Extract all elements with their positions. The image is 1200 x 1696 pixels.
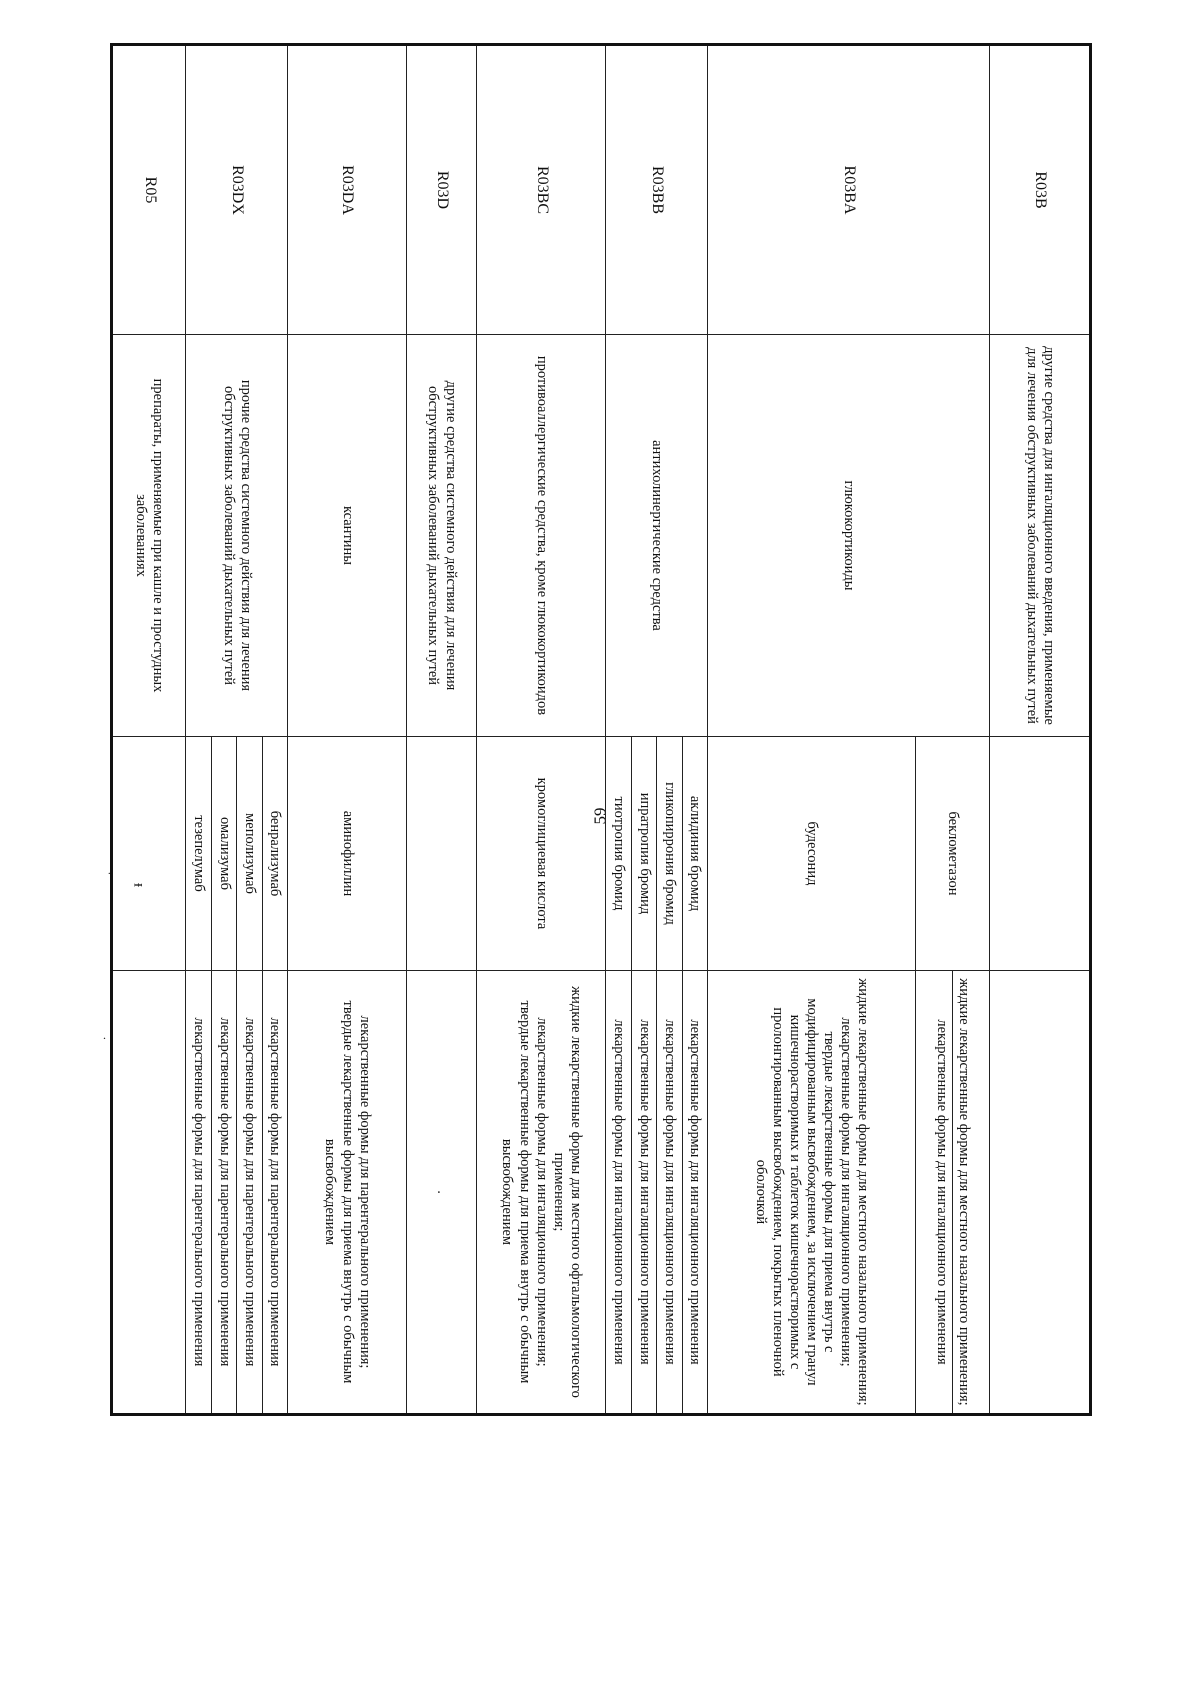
group-name: глюкокортикоиды — [708, 335, 990, 737]
atc-code: R03BC — [476, 45, 605, 335]
table-row — [112, 45, 186, 1415]
table-row — [682, 45, 707, 1415]
table-row — [990, 45, 1091, 1415]
drug-table-grid — [110, 43, 1092, 1416]
dosage-form: лекарственные формы для ингаляционного применения — [682, 971, 707, 1415]
group-name: препараты, применяемые при кашле и простудных заболеваниях — [112, 335, 186, 737]
drug-table — [110, 43, 1092, 1413]
dosage-form — [708, 971, 916, 1415]
dosage-form: лекарственные формы для ингаляционного применения — [606, 971, 631, 1415]
drug-name — [406, 737, 476, 971]
dosage-form — [990, 971, 1091, 1415]
dosage-form: лекарственные формы для парентерального применения — [237, 971, 262, 1415]
atc-code: R03D — [406, 45, 476, 335]
table-row — [288, 45, 407, 1415]
stray-mark: . — [103, 1028, 106, 1042]
atc-code: R03DA — [288, 45, 407, 335]
dosage-form — [916, 971, 990, 1415]
atc-code: R03B — [990, 45, 1091, 335]
page-number: 59 — [590, 807, 610, 825]
drug-name: тиотропия бромид — [606, 737, 631, 971]
dosage-form-line: лекарственные формы для парентерального применения; — [356, 1015, 373, 1369]
dosage-form — [288, 971, 407, 1415]
drug-name — [112, 737, 186, 971]
dosage-form-line: твердые лекарственные формы для приема внутрь с модифицированным высвобождением, за исключением гранул кишечнорастворимых и таблеток кишечнорастворимых с пролонгированным высвобождением, покрытых пленочной оболочкой — [752, 998, 838, 1386]
table-row — [916, 45, 990, 1415]
drug-name: тезепелумаб — [186, 737, 211, 971]
dosage-form: лекарственные формы для парентерального применения — [262, 971, 287, 1415]
group-name: противоаллергические средства, кроме глюкокортикоидов — [476, 335, 605, 737]
dosage-form-line: твердые лекарственные формы для приема внутрь с обычным высвобождением — [322, 1000, 356, 1384]
drug-name: омализумаб — [211, 737, 236, 971]
group-name: прочие средства системного действия для лечения обструктивных заболеваний дыхательных путей — [186, 335, 288, 737]
dosage-form-line: лекарственные формы для ингаляционного применения; — [838, 1017, 855, 1367]
table-row — [406, 45, 476, 1415]
dosage-form-line: лекарственные формы для ингаляционного применения; — [533, 1017, 550, 1367]
dosage-form-line: жидкие лекарственные формы для местного офтальмологического применения; — [550, 986, 584, 1398]
dosage-form — [112, 971, 186, 1415]
dosage-form: лекарственные формы для парентерального применения — [211, 971, 236, 1415]
drug-name: беклометазон — [916, 737, 990, 971]
dosage-form-line: твердые лекарственные формы для приема внутрь с обычным высвобождением — [499, 1000, 533, 1384]
dosage-form-line: жидкие лекарственные формы для местного назального применения; — [956, 978, 973, 1406]
dosage-form: лекарственные формы для ингаляционного применения — [631, 971, 656, 1415]
dosage-form: . — [406, 971, 476, 1415]
table-row — [476, 45, 605, 1415]
dosage-form-line: жидкие лекарственные формы для местного назального применения; — [855, 978, 872, 1406]
atc-code: R05 — [112, 45, 186, 335]
dosage-form-line: лекарственные формы для ингаляционного применения — [933, 971, 953, 1413]
stray-mark: . — [108, 866, 111, 877]
group-name: другие средства для ингаляционного введения, применяемые для лечения обструктивных заболеваний дыхательных путей — [990, 335, 1091, 737]
table-row — [262, 45, 287, 1415]
group-name: ксантины — [288, 335, 407, 737]
dosage-form: лекарственные формы для парентерального применения — [186, 971, 211, 1415]
group-name: антихолинергические средства — [606, 335, 708, 737]
drug-name: аминофиллин — [288, 737, 407, 971]
drug-name: аклидиния бромид — [682, 737, 707, 971]
drug-name: будесонид — [708, 737, 916, 971]
dosage-form — [476, 971, 605, 1415]
drug-name: меполизумаб — [237, 737, 262, 971]
atc-code: R03BA — [708, 45, 990, 335]
drug-name: гликопиррония бромид — [657, 737, 682, 971]
drug-name — [990, 737, 1091, 971]
drug-name: бенрализумаб — [262, 737, 287, 971]
atc-code: R03BB — [606, 45, 708, 335]
drug-name: кромоглициевая кислота — [476, 737, 605, 971]
stray-mark: ᵻ — [129, 882, 147, 888]
drug-name: ипратропия бромид — [631, 737, 656, 971]
atc-code: R03DX — [186, 45, 288, 335]
group-name: другие средства системного действия для лечения обструктивных заболеваний дыхательных путей — [406, 335, 476, 737]
dosage-form: лекарственные формы для ингаляционного применения — [657, 971, 682, 1415]
